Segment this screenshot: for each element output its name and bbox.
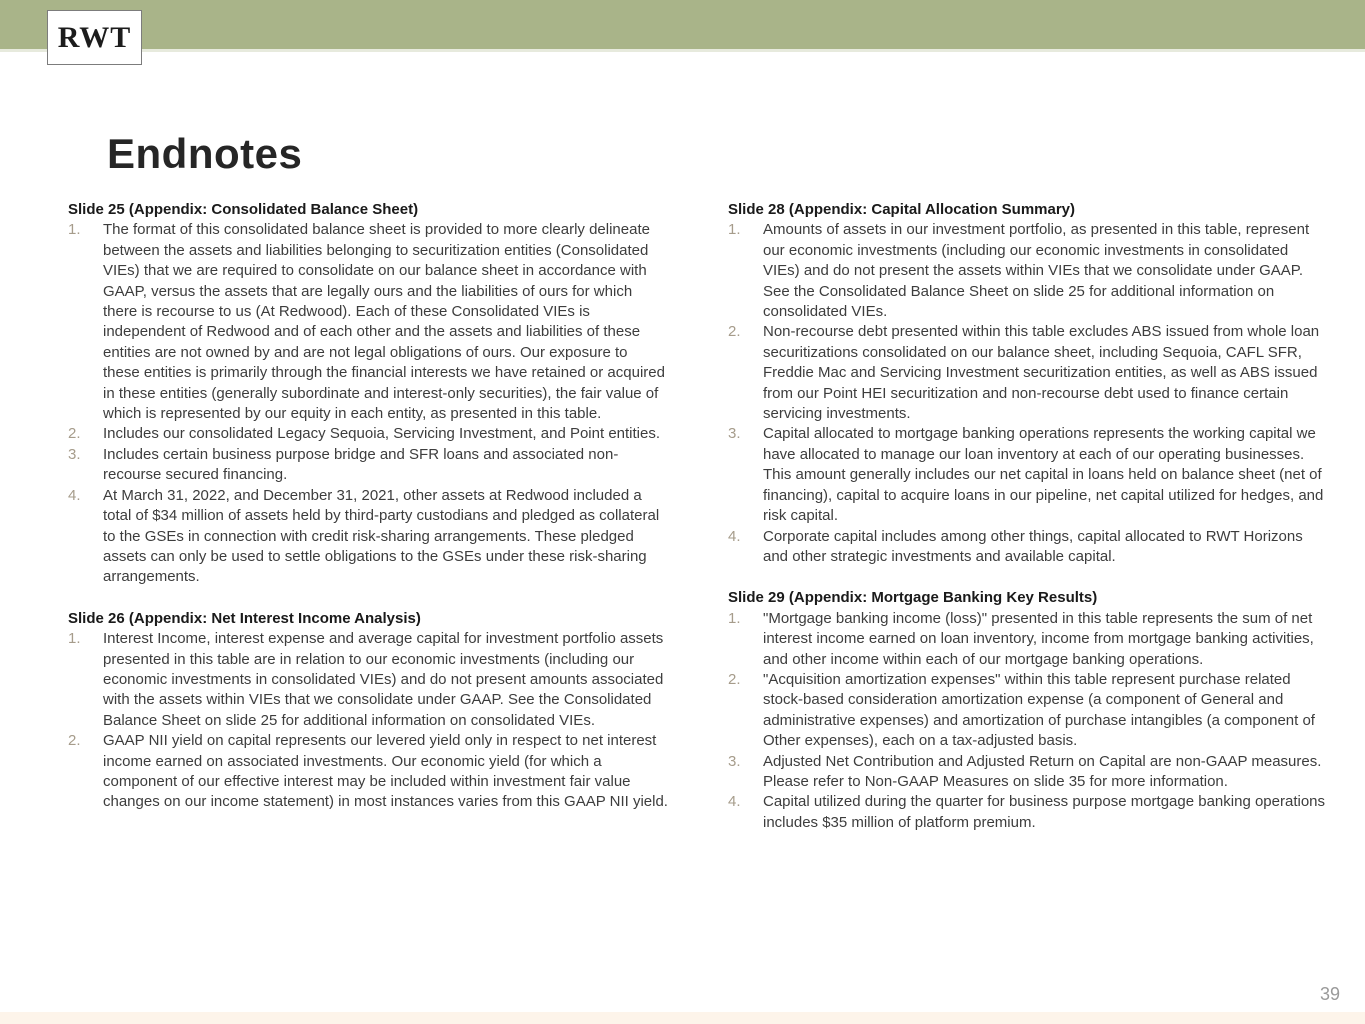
endnote-section-slide-25 xyxy=(68,200,668,588)
endnote-item xyxy=(728,527,1328,568)
item-text: Corporate capital includes among other things, capital allocated to RWT Horizons and other strategic investments and available capital. xyxy=(763,527,1303,565)
item-text: Interest Income, interest expense and average capital for investment portfolio assets presented in this table are in relation to our economic investments (including our economic investments in consolidated VIEs) and do not present amounts associated with the assets within VIEs that we consolidate under GAAP. See the Consolidated Balance Sheet on slide 25 for additional information on consolidated VIEs. xyxy=(103,630,664,729)
page-number: 39 xyxy=(1319,984,1340,1004)
item-number: 1. xyxy=(728,221,741,239)
endnote-item xyxy=(728,609,1328,670)
item-text: Capital allocated to mortgage banking operations represents the working capital we have allocated to manage our loan inventory at each of our operating businesses. This amount generally includes our net capital in loans held on balance sheet (net of financing), capital to acquire loans in our pipeline, net capital utilized for hedges, and risk capital. xyxy=(763,425,1324,525)
item-text: Capital utilized during the quarter for business purpose mortgage banking operations includes $35 million of platform premium. xyxy=(763,793,1326,831)
endnotes-column-left xyxy=(68,200,668,813)
item-number: 2. xyxy=(68,425,81,443)
item-text: "Acquisition amortization expenses" within this table represent purchase related stock-based consideration amortization expense (a component of General and administrative expenses) and amortization of purchase intangibles (a component of Other expenses), each on a tax-adjusted basis. xyxy=(763,670,1315,750)
item-text: Includes our consolidated Legacy Sequoia, Servicing Investment, and Point entities. xyxy=(103,425,661,443)
rwt-logo xyxy=(47,10,142,65)
endnote-item xyxy=(68,486,668,588)
endnote-section-slide-29 xyxy=(728,588,1328,833)
endnote-section-slide-26 xyxy=(68,609,668,813)
endnote-item xyxy=(68,424,668,444)
item-number: 3. xyxy=(728,752,741,770)
item-text: Includes certain business purpose bridge and SFR loans and associated non-recourse secured financing. xyxy=(103,445,619,484)
rwt-logo-text: RWT xyxy=(57,20,132,54)
endnote-item xyxy=(68,629,668,731)
item-number: 3. xyxy=(68,445,81,463)
item-text: Adjusted Net Contribution and Adjusted Return on Capital are non-GAAP measures. Please refer to Non-GAAP Measures on slide 35 for more information. xyxy=(763,752,1322,790)
section-heading: Slide 29 (Appendix: Mortgage Banking Key Results) xyxy=(728,589,1098,607)
item-text: Non-recourse debt presented within this table excludes ABS issued from whole loan securitizations consolidated on our balance sheet, including Sequoia, CAFL SFR, Freddie Mac and Servicing Investment securitization entities, as well as ABS issued from our Point HEI securitization and non-recourse debt used to finance certain servicing investments. xyxy=(763,323,1320,423)
endnote-item xyxy=(68,220,668,424)
item-number: 2. xyxy=(728,670,741,688)
footer-accent-bar xyxy=(0,1012,1365,1024)
endnote-section-slide-28 xyxy=(728,200,1328,567)
item-text: The format of this consolidated balance sheet is provided to more clearly delineate between the assets and liabilities belonging to securitization entities (Consolidated VIEs) that we are required to consolidate on our balance sheet in accordance with GAAP, versus the assets that are legally ours and the liabilities of ours for which there is recourse to us (At Redwood). Each of these Consolidated VIEs is independent of Redwood and of each other and the assets and liabilities of these entities are not owned by and are not legal obligations of ours. Our exposure to these entities is primarily through the financial interests we have retained or acquired in these entities (generally subordinate and interest-only securities), the fair value of which is represented by our equity in each entity, as presented in this table. xyxy=(103,221,665,423)
section-heading: Slide 26 (Appendix: Net Interest Income Analysis) xyxy=(68,609,421,627)
item-number: 4. xyxy=(68,486,81,504)
endnote-item xyxy=(68,445,668,486)
endnote-item xyxy=(68,731,668,813)
item-number: 1. xyxy=(68,630,81,648)
endnote-item xyxy=(728,670,1328,752)
endnotes-column-right xyxy=(728,200,1328,833)
endnote-item xyxy=(728,322,1328,424)
item-text: "Mortgage banking income (loss)" presented in this table represents the sum of net interest income earned on loan inventory, income from mortgage banking activities, and other income within each of our mortgage banking operations. xyxy=(763,609,1314,668)
section-heading: Slide 28 (Appendix: Capital Allocation Summary) xyxy=(728,201,1076,218)
item-number: 4. xyxy=(728,793,741,811)
item-number: 2. xyxy=(728,323,741,341)
item-number: 4. xyxy=(728,527,741,545)
page-title: Endnotes xyxy=(107,130,303,177)
section-heading: Slide 25 (Appendix: Consolidated Balance Sheet) xyxy=(68,201,419,218)
item-number: 2. xyxy=(68,732,81,750)
item-number: 1. xyxy=(728,609,741,627)
endnote-item xyxy=(728,752,1328,793)
endnote-item xyxy=(728,424,1328,526)
endnote-item xyxy=(728,792,1328,833)
item-text: At March 31, 2022, and December 31, 2021, other assets at Redwood included a total of $34 million of assets held by third-party custodians and pledged as collateral to the GSEs in connection with credit risk-sharing arrangements. These pledged assets can only be used to settle obligations to the GSEs under these risk-sharing arrangements. xyxy=(103,486,660,586)
item-number: 1. xyxy=(68,221,81,239)
endnote-item xyxy=(728,220,1328,322)
item-text: GAAP NII yield on capital represents our levered yield only in respect to net interest income earned on associated investments. Our economic yield (for which a component of our effective interest may be included within investment fair value changes on our income statement) in most instances varies from this GAAP NII yield. xyxy=(103,732,668,811)
header-band xyxy=(0,0,1365,52)
item-number: 3. xyxy=(728,425,741,443)
item-text: Amounts of assets in our investment portfolio, as presented in this table, represent our economic investments (including our economic investments in consolidated VIEs) and do not present the assets within VIEs that we consolidate under GAAP. See the Consolidated Balance Sheet on slide 25 for additional information on consolidated VIEs. xyxy=(763,221,1310,321)
